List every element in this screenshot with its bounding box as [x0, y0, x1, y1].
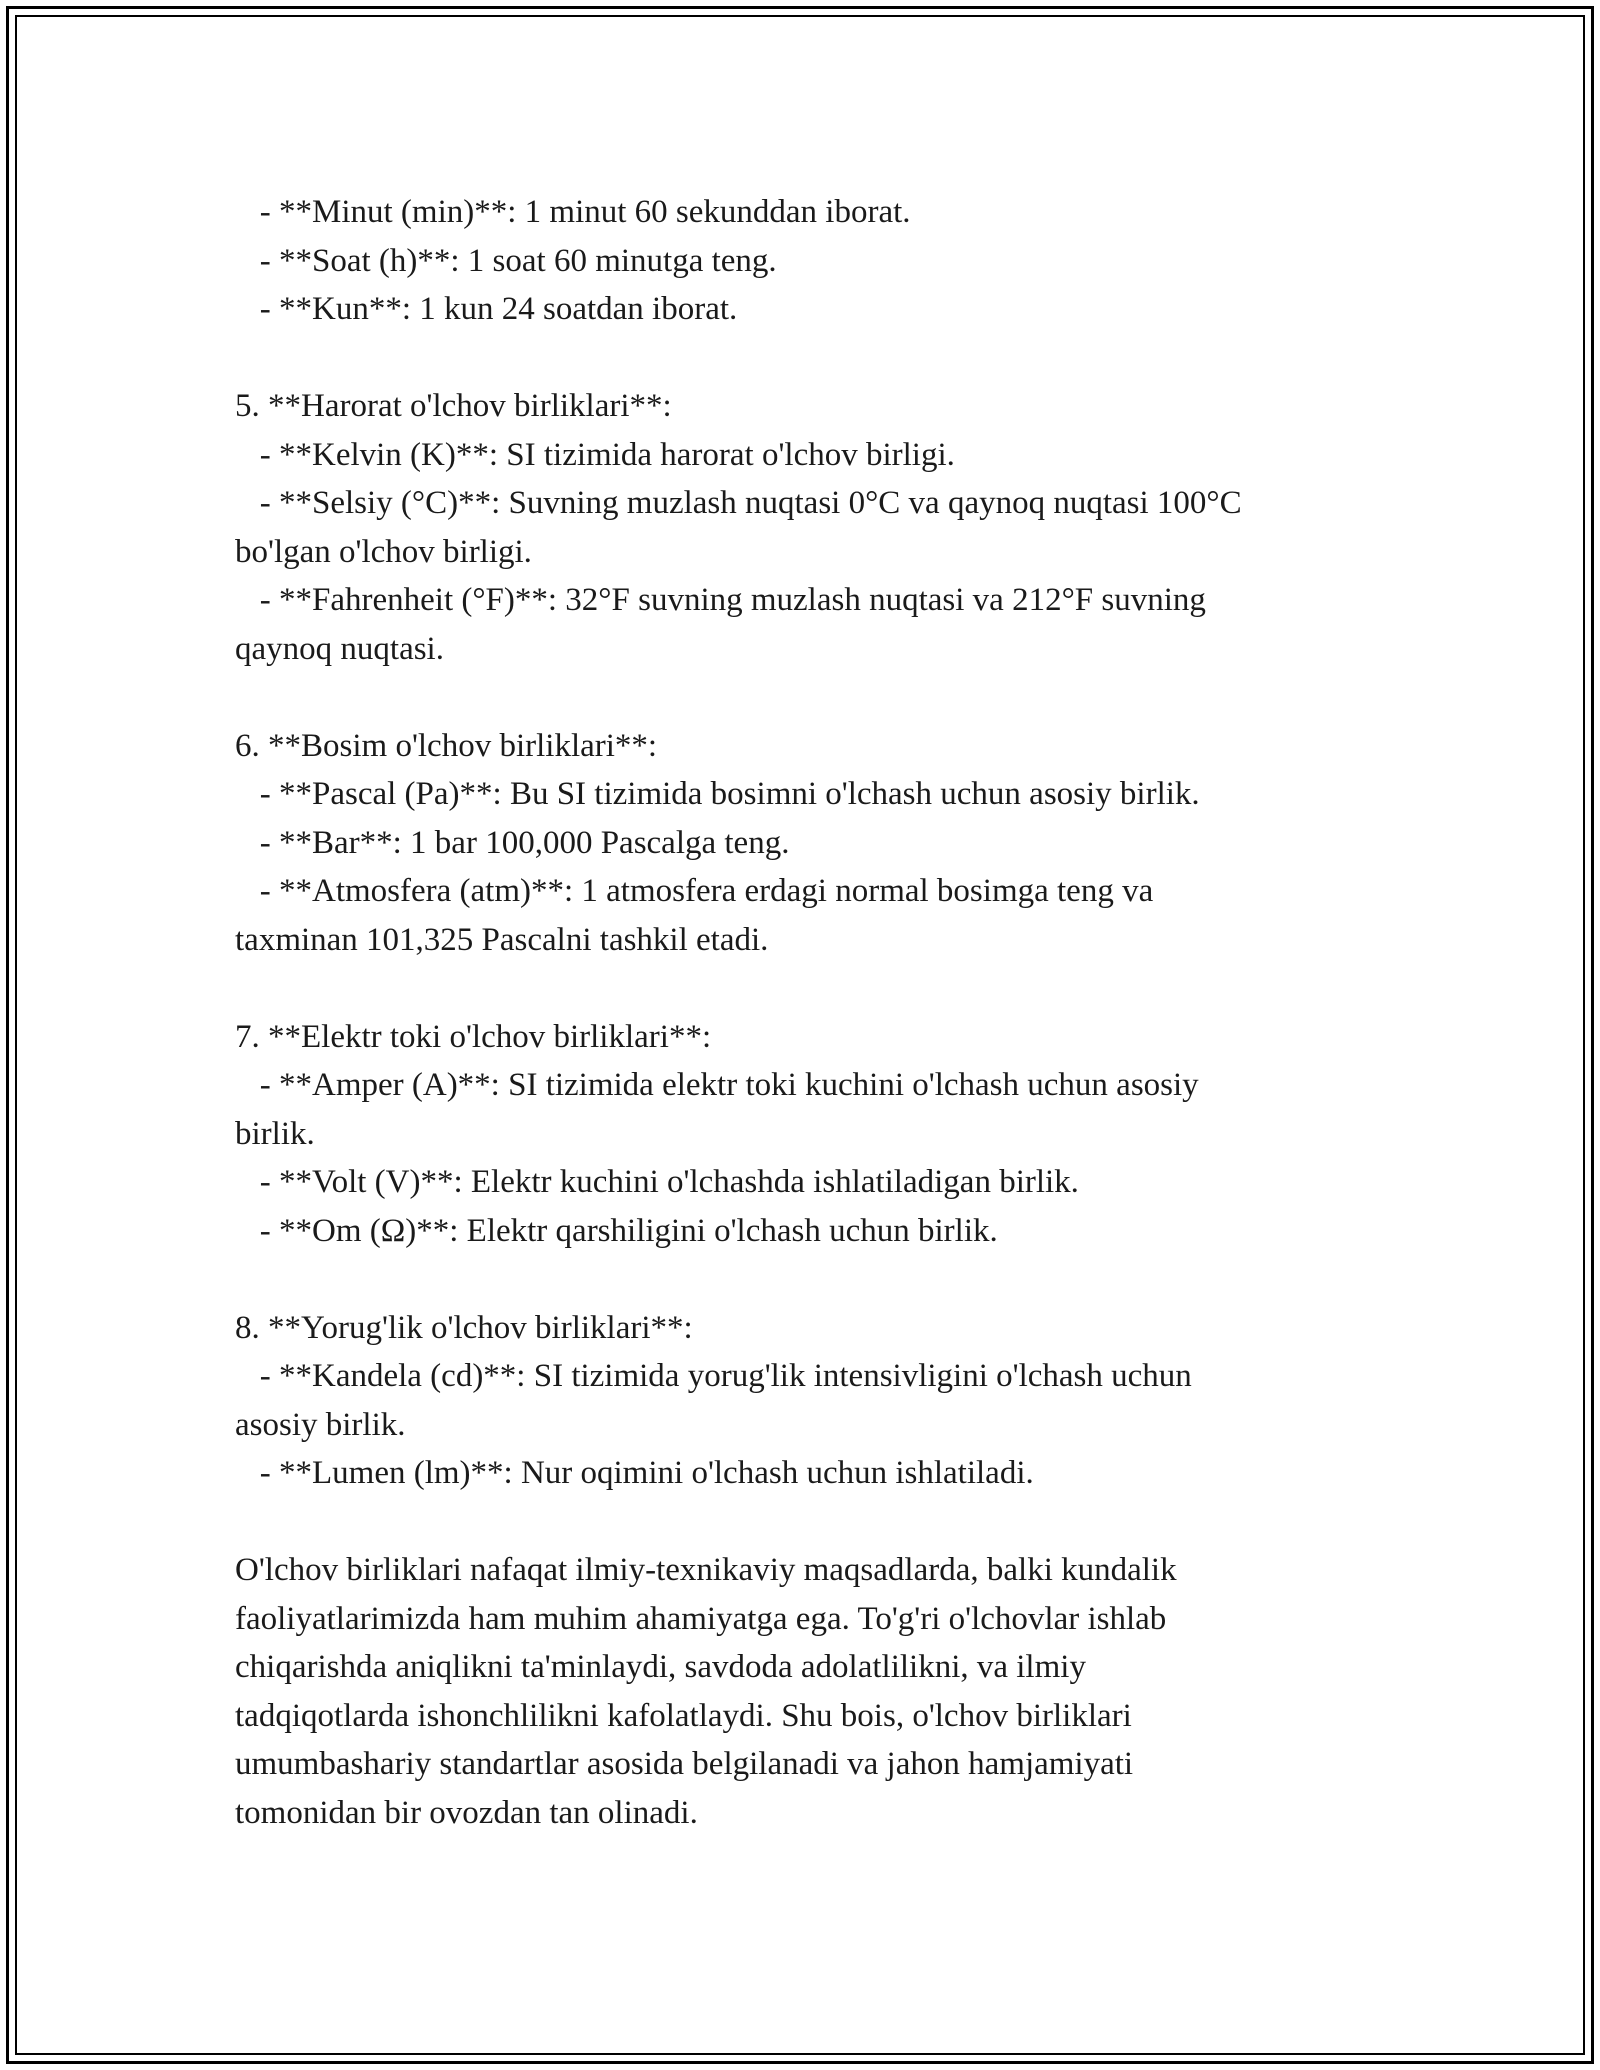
list-item-pascal: - **Pascal (Pa)**: Bu SI tizimida bosimni o'lchash uchun asosiy birlik.: [235, 776, 1200, 812]
conclusion-paragraph-line: tomonidan bir ovozdan tan olinadi.: [235, 1794, 698, 1831]
blank-line: [235, 673, 1395, 722]
list-item-amper: - **Amper (A)**: SI tizimida elektr toki kuchini o'lchash uchun asosiy: [235, 1067, 1199, 1103]
blank-line: [235, 964, 1395, 1013]
section-heading-bosim: 6. **Bosim o'lchov birliklari**:: [235, 727, 658, 764]
section-heading-elektr: 7. **Elektr toki o'lchov birliklari**:: [235, 1018, 712, 1055]
conclusion-paragraph-line: O'lchov birliklari nafaqat ilmiy-texnikaviy maqsadlarda, balki kundalik: [235, 1552, 1177, 1588]
list-item-lumen: - **Lumen (lm)**: Nur oqimini o'lchash uchun ishlatiladi.: [235, 1455, 1034, 1491]
conclusion-paragraph-line: tadqiqotlarda ishonchlilikni kafolatlaydi. Shu bois, o'lchov birliklari: [235, 1697, 1132, 1734]
list-item-kun: - **Kun**: 1 kun 24 soatdan iborat.: [235, 291, 738, 327]
list-item-kandela-cont: asosiy birlik.: [235, 1406, 406, 1443]
list-item-atmosfera-cont: taxminan 101,325 Pascalni tashkil etadi.: [235, 921, 769, 958]
list-item-selsiy: - **Selsiy (°C)**: Suvning muzlash nuqtasi 0°C va qaynoq nuqtasi 100°C: [235, 485, 1242, 521]
section-heading-harorat: 5. **Harorat o'lchov birliklari**:: [235, 388, 672, 424]
list-item-fahrenheit-cont: qaynoq nuqtasi.: [235, 630, 444, 667]
list-item-selsiy-cont: bo'lgan o'lchov birligi.: [235, 533, 532, 570]
conclusion-paragraph-line: umumbashariy standartlar asosida belgilanadi va jahon hamjamiyati: [235, 1746, 1134, 1782]
list-item-om: - **Om (Ω)**: Elektr qarshiligini o'lchash uchun birlik.: [235, 1212, 998, 1249]
list-item-soat: - **Soat (h)**: 1 soat 60 minutga teng.: [235, 242, 777, 279]
conclusion-paragraph-line: chiqarishda aniqlikni ta'minlaydi, savdoda adolatlilikni, va ilmiy: [235, 1649, 1086, 1685]
list-item-atmosfera: - **Atmosfera (atm)**: 1 atmosfera erdagi normal bosimga teng va: [235, 873, 1154, 909]
blank-line: [235, 334, 1395, 383]
list-item-fahrenheit: - **Fahrenheit (°F)**: 32°F suvning muzlash nuqtasi va 212°F suvning: [235, 582, 1206, 618]
list-item-kandela: - **Kandela (cd)**: SI tizimida yorug'lik intensivligini o'lchash uchun: [235, 1358, 1192, 1394]
list-item-minut: - **Minut (min)**: 1 minut 60 sekunddan iborat.: [235, 194, 911, 230]
list-item-kelvin: - **Kelvin (K)**: SI tizimida harorat o'lchov birligi.: [235, 436, 955, 473]
section-heading-yoruglik: 8. **Yorug'lik o'lchov birliklari**:: [235, 1309, 693, 1346]
blank-line: [235, 1498, 1395, 1547]
list-item-amper-cont: birlik.: [235, 1115, 315, 1152]
conclusion-paragraph-line: faoliyatlarimizda ham muhim ahamiyatga ega. To'g'ri o'lchovlar ishlab: [235, 1600, 1167, 1637]
list-item-volt: - **Volt (V)**: Elektr kuchini o'lchashda ishlatiladigan birlik.: [235, 1164, 1079, 1200]
list-item-bar: - **Bar**: 1 bar 100,000 Pascalga teng.: [235, 824, 790, 861]
document-body: [235, 188, 1395, 1837]
blank-line: [235, 1255, 1395, 1304]
